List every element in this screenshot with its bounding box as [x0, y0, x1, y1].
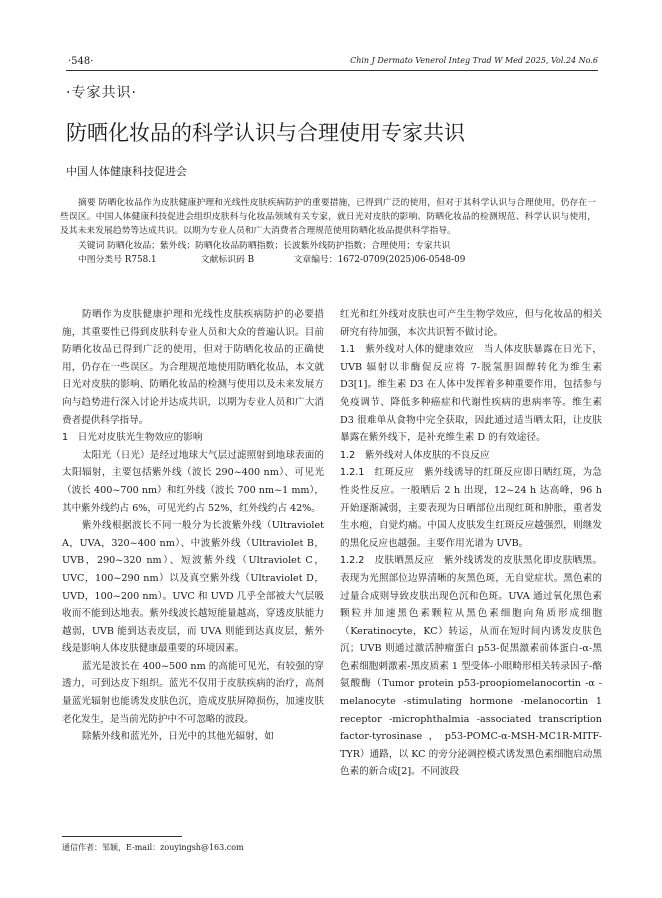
subsubsection-text: 紫外线诱导的红斑反应即日晒红斑，为急性炎性反应。一般晒后 2 h 出现，12~24 h 达高峰，96 h 开始逐渐减弱，主要表现为日晒部位出现红斑和肿胀，重者发生水疱，自觉灼痛。中国人皮肤发生红斑反应越强烈，则继发的黑化反应也越强。主要作用光谱为 UVB。: [340, 467, 602, 549]
paragraph: 红光和红外线对皮肤也可产生生物学效应，但与化妆品的相关研究有待加强，本次共识暂不做讨论。: [340, 309, 602, 338]
article-title: 防晒化妆品的科学认识与合理使用专家共识: [66, 121, 465, 145]
subsection-1-2-2: [340, 552, 602, 781]
abstract-text: 摘要 防晒化妆品作为皮肤健康护理和光线性皮肤疾病防护的重要措施，已得到广泛的使用，但对于其科学认识与合理使用，仍存在一些误区。中国人体健康科技促进会组织皮肤科与化妆品领域有关专家，就日光对皮肤的影响、防晒化妆品的检测规范、科学认识与使用，及其未来发展趋势等达成共识。以期为专业人员和广大消费者合理规范使用防晒化妆品提供科学指导。: [60, 198, 596, 237]
subsubsection-text: 紫外线诱发的皮肤黑化即皮肤晒黑。表现为光照部位边界清晰的灰黑色斑，无自觉症状。黑色素的过量合成则导致皮肤出现色沉和色斑。UVA 通过氧化黑色素颗粒并加速黑色素颗粒从黑色素细胞向角质形成细胞（Keratinocyte，KC）转运，从而在短时间内诱发皮肤色沉；UVB 则通过激活肿瘤蛋白 p53-促黑激素前体蛋白-α-黑色素细胞刺激素-黑皮质素 1 型受体-小眼畸形相关转录因子-酪氨酸酶（Tumor protein p53-proopiomelanocortin -α -melanocyte -stimulating hormone -melanocortin 1 receptor -microphthalmia -associated transcription factor-tyrosinase，p53-POMC-α-MSH-MC1R-MITF-TYR）通路，以 KC 的旁分泌调控模式诱发黑色素细胞启动黑色素的新合成[2]。不同波段: [340, 555, 602, 778]
subsection-heading: 1.2 紫外线对人体皮肤的不良反应: [340, 449, 490, 461]
section-tag: ·专家共识·: [66, 85, 137, 101]
abstract: [60, 196, 596, 267]
corresponding-author-footnote: 通信作者：邹颖，E-mail：zouyingsh@163.com: [62, 843, 244, 852]
subsection-1-1: [340, 341, 602, 447]
subsubsection-heading: 1.2.1 红斑反应: [340, 467, 415, 479]
classification-line: [60, 253, 596, 267]
paragraph: 防晒作为皮肤健康护理和光线性皮肤疾病防护的必要措施，其重要性已得到皮肤科专业人员和大众的普遍认识。目前防晒化妆品已得到广泛的使用，但对于防晒化妆品的正确使用，仍存在一些误区。为合理规范地使用防晒化妆品，本文就日光对皮肤的影响、防晒化妆品的检测与使用以及未来发展方向与趋势进行深入讨论并达成共识，以期为专业人员和广大消费者提供科学指导。: [62, 309, 324, 426]
subsubsection-heading: 1.2.2 皮肤晒黑反应: [340, 555, 435, 567]
header-rule: [66, 70, 598, 71]
left-column: [62, 306, 324, 746]
section-heading: 1 日光对皮肤光生物效应的影响: [62, 432, 203, 444]
document-code: 文献标识码 B: [200, 254, 255, 265]
right-column: [340, 306, 602, 781]
author: 中国人体健康科技促进会: [66, 165, 187, 178]
subsection-1-2-1: [340, 464, 602, 552]
paragraph: 蓝光是波长在 400~500 nm 的高能可见光，有较强的穿透力，可到达皮下组织。蓝光不仅用于皮肤疾病的治疗，高剂量蓝光辐射也能诱发皮肤色沉，造成皮肤屏障损伤，加速皮肤老化发生，是当前光防护中不可忽略的波段。: [62, 660, 324, 725]
keywords: 关键词 防晒化妆品；紫外线；防晒化妆品防晒指数；长波紫外线防护指数；合理使用；专家共识: [78, 240, 451, 251]
clc-number: 中图分类号 R758.1: [78, 254, 157, 265]
footnote-rule: [62, 836, 182, 837]
article-number: 文章编号：1672-0709(2025)06-0548-09: [293, 254, 466, 265]
paragraph: 紫外线根据波长不同一般分为长波紫外线（Ultraviolet A，UVA，320~400 nm）、中波紫外线（Ultraviolet B，UVB，290~320 nm）、短波紫外线（Ultraviolet C，UVC，100~290 nm）以及真空紫外线（Ultraviolet D，UVD，100~200 nm）。UVC 和 UVD 几乎全部被大气层吸收而不能到达地表。紫外线波长越短能量越高，穿透皮肤能力越弱，UVB 能到达表皮层，而 UVA 则能到达真皮层，紫外线是影响人体皮肤健康最重要的环境因素。: [62, 520, 324, 655]
subsection-heading: 1.1 紫外线对人体的健康效应: [340, 344, 474, 356]
page-number: ·548·: [68, 56, 94, 67]
paragraph: 太阳光（日光）是经过地球大气层过滤照射到地球表面的太阳辐射，主要包括紫外线（波长 290~400 nm）、可见光（波长 400~700 nm）和红外线（波长 700 nm~1 mm），其中紫外线约占 6%，可见光约占 52%，红外线约占 42%。: [62, 449, 324, 514]
subsection-text: 当人体皮肤暴露在日光下，UVB 辐射以非酶促反应将 7-脱氢胆固醇转化为维生素 D3[1]。维生素 D3 在人体中发挥着多种重要作用，包括参与免疫调节、降低多种癌症和代谢性疾病的患病率等。维生素 D3 很难单从食物中完全获取，因此通过适当晒太阳，让皮肤暴露在紫外线下，是补充维生素 D 的有效途径。: [340, 344, 602, 444]
journal-citation: Chin J Dermato Venerol Integ Trad W Med 2025, Vol.24 No.6: [350, 56, 598, 65]
paragraph: 除紫外线和蓝光外，日光中的其他光辐射，如: [82, 731, 274, 743]
